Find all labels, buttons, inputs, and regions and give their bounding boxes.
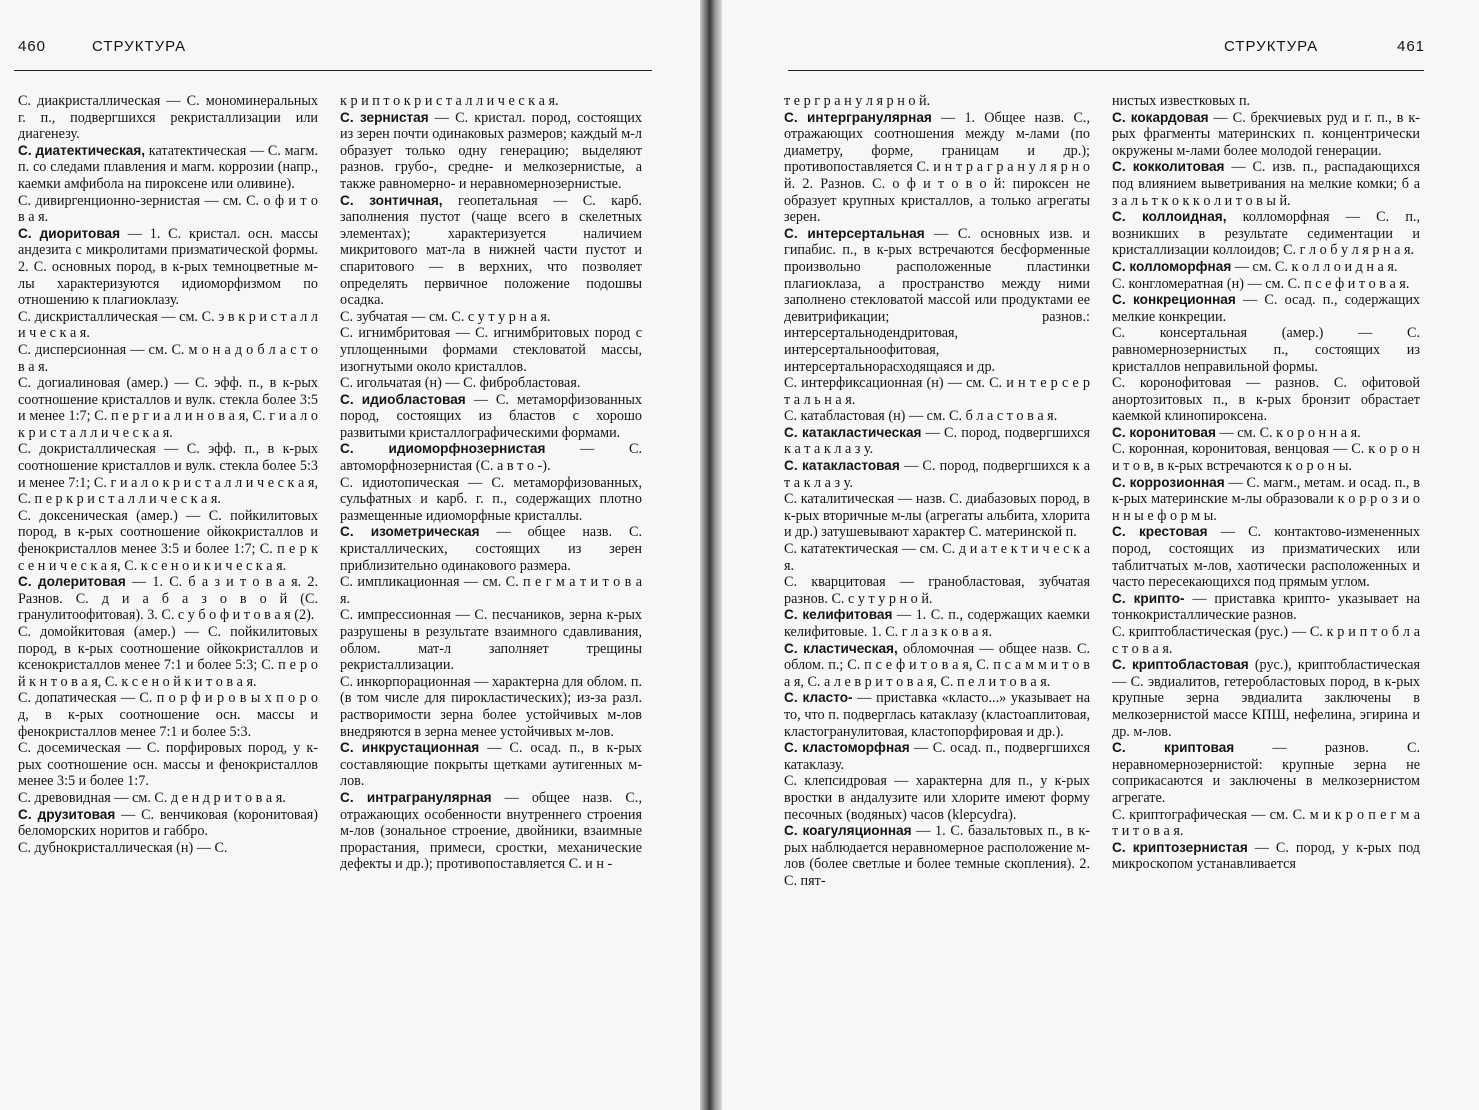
entry-definition: — С. брекчиевых руд и г. п., в к-рых фрагменты материнских п. концентрически окружены м-лами более молодой генерации. bbox=[1112, 109, 1420, 159]
entry-term: С. крипто- bbox=[1112, 590, 1185, 606]
entry-term: С. инкрустационная bbox=[340, 740, 480, 756]
dictionary-entry bbox=[1112, 159, 1420, 209]
left-page-number: 460 bbox=[18, 38, 47, 55]
left-running-title: СТРУКТУРА bbox=[92, 38, 187, 55]
entry-definition: С. доксеническая (амер.) — С. пойкилитовых пород, в к-рых соотношение ойкокристаллов и фенокристаллов менее 3:5 и более 1:7; С. п е р к с е н и ч е с к а я, С. к с е н о и к и ч е с к а я. bbox=[18, 507, 318, 574]
entry-term: С. интрагранулярная bbox=[340, 789, 492, 805]
entry-term: С. идиобластовая bbox=[340, 391, 466, 407]
entry-term: С. криптозернистая bbox=[1112, 839, 1248, 855]
entry-definition: С. игнимбритовая — С. игнимбритовых пород с уплощенными формами стекловатой массы, изогнутыми около кристаллов. bbox=[340, 325, 642, 375]
dictionary-entry bbox=[1112, 657, 1420, 740]
entry-definition: С. докристаллическая — С. эфф. п., в к-рых соотношение кристаллов и вулк. стекла более 5:3 и менее 7:1; С. г и а л о к р и с т а л л и ч е с к а я, С. п е р к р и с т а л л и ч е с к а я. bbox=[18, 441, 318, 508]
dictionary-entry bbox=[340, 574, 642, 607]
entry-term: С. коррозионная bbox=[1112, 474, 1225, 490]
dictionary-entry bbox=[1112, 740, 1420, 806]
dictionary-entry bbox=[18, 624, 318, 690]
entry-term: С. крестовая bbox=[1112, 524, 1208, 540]
dictionary-entry bbox=[18, 807, 318, 840]
entry-definition: С. диакристаллическая — С. мономинеральных г. п., подвергшихся рекристаллизации или диагенезу. bbox=[18, 93, 318, 143]
dictionary-entry bbox=[784, 641, 1090, 691]
dictionary-entry bbox=[18, 840, 318, 857]
entry-term: С. кокардовая bbox=[1112, 109, 1209, 125]
entry-term: С. катакластовая bbox=[784, 458, 900, 474]
dictionary-entry bbox=[1112, 475, 1420, 525]
dictionary-entry bbox=[784, 607, 1090, 640]
entry-definition: — приставка «класто...» указывает на то, что п. подверглась катаклазу (кластоаплитовая, кластогранулитовая, кластопорфировая и др.). bbox=[784, 690, 1090, 740]
entry-definition: — разнов. С. неравномернозернистой: крупные зерна не соприкасаются и заключены в мелкозернистом агрегате. bbox=[1112, 740, 1420, 806]
entry-definition: — С. осад. п., подвергшихся катаклазу. bbox=[784, 740, 1090, 773]
entry-definition: — С. пород, у к-рых под микроскопом устанавливается bbox=[1112, 839, 1420, 873]
dictionary-entry bbox=[340, 325, 642, 375]
dictionary-entry bbox=[18, 508, 318, 574]
entry-definition: С. зубчатая — см. С. с у т у р н а я. bbox=[340, 308, 551, 325]
entry-definition: С. дивиргенционно-зернистая — см. С. о ф и т о в а я. bbox=[18, 192, 318, 226]
entry-definition: — общее назв. С., отражающих особенности внутреннего строения м-лов (зональное строение, двойники, взаимные прорастания, примеси, сростки, механические дефекты и др.); противопоставляется С. и н - bbox=[340, 789, 642, 873]
entry-definition: С. досемическая — С. порфировых пород, у к-рых соотношение осн. массы и фенокристаллов менее 3:5 и более 1:7. bbox=[18, 740, 318, 790]
entry-definition: С. клепсидровая — характерна для п., у к-рых вростки в андалузите или хлорите имеют форму песочных (водяных) часов (klepcydra). bbox=[784, 773, 1090, 823]
dictionary-entry bbox=[784, 491, 1090, 541]
dictionary-entry bbox=[784, 226, 1090, 375]
right-header-rule bbox=[788, 70, 1424, 71]
entry-definition: (рус.), криптобластическая — С. эвдиалитов, гетеробластовых пород, в к-рых крупные зерна эвдиалита заключены в мелкозернистой массе КПШ, нефелина, эгирина и др. м-лов. bbox=[1112, 657, 1420, 740]
entry-term: С. друзитовая bbox=[18, 806, 116, 822]
entry-definition: — С. автоморфнозернистая (С. а в т о -). bbox=[340, 441, 642, 475]
entry-term: С. зернистая bbox=[340, 109, 429, 125]
entry-definition: С. импрессионная — С. песчаников, зерна к-рых разрушены в результате взаимного сдавливания, облом. мат-л заполняет трещины рекристаллизации. bbox=[340, 607, 642, 674]
dictionary-entry bbox=[1112, 840, 1420, 873]
entry-definition: т е р г р а н у л я р н о й. bbox=[784, 93, 931, 109]
entry-definition: — см. С. к о л л о и д н а я. bbox=[1231, 258, 1398, 275]
dictionary-entry bbox=[18, 441, 318, 507]
dictionary-entry bbox=[1112, 110, 1420, 160]
entry-definition: С. консертальная (амер.) — С. равномернозернистых п., состоящих из кристаллов неправильной формы. bbox=[1112, 325, 1420, 375]
dictionary-entry bbox=[18, 790, 318, 807]
dictionary-entry bbox=[340, 674, 642, 740]
entry-definition: С. кататектическая — см. С. д и а т е к т и ч е с к а я. bbox=[784, 541, 1090, 574]
left-column-1 bbox=[18, 93, 318, 1093]
dictionary-entry bbox=[784, 458, 1090, 491]
entry-definition: — 1. Общее назв. С., отражающих соотношения между м-лами (по диаметру, форме, границам и др.); противопоставляется С. и н т р а г р а н у л я р н о й. 2. Разнов. С. о ф и т о в о й: пироксен не образует крупных кристаллов, а только агрегаты зерен. bbox=[784, 109, 1090, 226]
dictionary-entry bbox=[340, 392, 642, 442]
entry-definition: — С. магм., метам. и осад. п., в к-рых материнские м-лы образовали к о р р о з и о н н ы е ф о р м ы. bbox=[1112, 474, 1420, 524]
dictionary-entry bbox=[18, 690, 318, 740]
entry-definition: С. дисперсионная — см. С. м о н а д о б л а с т о в а я. bbox=[18, 341, 318, 375]
right-running-title: СТРУКТУРА bbox=[1224, 38, 1319, 55]
dictionary-entry bbox=[784, 375, 1090, 408]
entry-definition: геопетальная — С. карб. заполнения пустот (чаще всего в скелетных элементах); характеризуется наличием микритового мат-ла в нижней части пустот и спаритового — в верхних, что позволяет определять первичное положение подошвы осадка. bbox=[340, 192, 642, 309]
dictionary-entry bbox=[340, 375, 642, 392]
dictionary-entry bbox=[18, 342, 318, 375]
dictionary-entry bbox=[1112, 259, 1420, 276]
dictionary-entry bbox=[340, 740, 642, 790]
entry-definition: — С. метаморфизованных пород, состоящих из бластов с хорошо развитыми кристаллографическими формами. bbox=[340, 391, 642, 441]
entry-definition: С. каталитическая — назв. С. диабазовых пород, в к-рых вторичные м-лы (агрегаты альбита, хлорита и др.) затушевывают характер С. материнской п. bbox=[784, 491, 1090, 541]
entry-definition: С. домойкитовая (амер.) — С. пойкилитовых пород, в к-рых соотношение ойкокристаллов и ксенокристаллов менее 7:1 и более 5:3; С. п е р о й к н т о в а я, С. к с е н о й к и т о в а я. bbox=[18, 624, 318, 690]
entry-term: С. коагуляционная bbox=[784, 823, 912, 839]
entry-definition: колломорфная — С. п., возникших в результате седиментации и кристаллизации коллоидов; С. г л о б у л я р н а я. bbox=[1112, 209, 1420, 259]
dictionary-entry bbox=[784, 541, 1090, 574]
entry-definition: С. коронная, коронитовая, венцовая — С. к о р о н и т о в, в к-рых встречаются к о р о н ы. bbox=[1112, 441, 1420, 475]
entry-definition: С. древовидная — см. С. д е н д р и т о в а я. bbox=[18, 789, 286, 806]
dictionary-entry bbox=[18, 309, 318, 342]
entry-term: С. зонтичная, bbox=[340, 192, 443, 208]
right-column-1 bbox=[784, 93, 1090, 1093]
entry-definition: — С. изв. п., распадающихся под влиянием выветривания на мелкие комки; б а з а л ь т к о к к о л и т о в ы й. bbox=[1112, 159, 1420, 209]
entry-definition: С. догиалиновая (амер.) — С. эфф. п., в к-рых соотношение кристаллов и вулк. стекла более 3:5 и менее 1:7; С. п е р г и а л и н о в а я, С. г и а л о к р и с т а л л и ч е с к а я. bbox=[18, 375, 318, 441]
left-header-rule bbox=[14, 70, 652, 71]
entry-definition: С. идиотопическая — С. метаморфизованных, сульфатных и карб. г. п., содержащих плотно размещенные идиоморфные кристаллы. bbox=[340, 474, 642, 524]
dictionary-entry bbox=[1112, 325, 1420, 375]
entry-definition: С. дискристаллическая — см. С. э в к р и с т а л л и ч е с к а я. bbox=[18, 308, 318, 342]
entry-definition: С. инкорпорационная — характерна для облом. п. (в том числе для пирокластических); из-за разл. растворимости зерна более устойчивых м-лов внедряются в зерна менее устойчивых м-лов. bbox=[340, 673, 642, 740]
dictionary-entry bbox=[18, 375, 318, 441]
entry-term: С. криптовая bbox=[1112, 740, 1235, 756]
entry-term: С. класто- bbox=[784, 690, 853, 706]
dictionary-entry bbox=[784, 110, 1090, 226]
dictionary-entry bbox=[784, 408, 1090, 425]
entry-definition: — С. венчиковая (коронитовая) беломорских норитов и габбро. bbox=[18, 806, 318, 840]
dictionary-entry bbox=[1112, 624, 1420, 657]
entry-definition: С. коронофитовая — разнов. С. офитовой анортозитовых п., в к-рых бронзит обрастает каемкой клинопироксена. bbox=[1112, 375, 1420, 425]
dictionary-entry bbox=[1112, 209, 1420, 259]
right-page bbox=[722, 0, 1479, 1110]
dictionary-entry bbox=[784, 690, 1090, 740]
right-column-2 bbox=[1112, 93, 1420, 1093]
entry-definition: — С. контактово-измененных пород, состоящих из призматических или таблитчатых м-лов, хаотически расположенных и часто пересекающихся под прямым углом. bbox=[1112, 524, 1420, 591]
dictionary-entry bbox=[1112, 591, 1420, 624]
dictionary-entry bbox=[340, 607, 642, 673]
entry-definition: — приставка крипто- указывает на тонкокристаллические разнов. bbox=[1112, 590, 1420, 624]
entry-term: С. кластоморфная bbox=[784, 740, 910, 756]
dictionary-entry bbox=[784, 773, 1090, 823]
entry-definition: — общее назв. С. кристаллических, состоящих из зерен приблизительно одинакового размера. bbox=[340, 524, 642, 574]
dictionary-entry bbox=[340, 524, 642, 574]
dictionary-entry bbox=[18, 143, 318, 193]
dictionary-entry bbox=[18, 193, 318, 226]
dictionary-entry bbox=[340, 93, 642, 110]
entry-definition: С. криптобластическая (рус.) — С. к р и п т о б л а с т о в а я. bbox=[1112, 624, 1420, 657]
entry-definition: — С. основных изв. и гипабис. п., в к-рых встречаются бесформенные произвольно расположенные пластинки плагиоклаза, а пространство между ними заполнено стекловатой массой или продуктами ее девитрификации; разнов.: интерсертальнодендритовая, интерсертальноофитовая, интерсертальнорасходящаяся и др. bbox=[784, 225, 1090, 375]
dictionary-entry bbox=[340, 441, 642, 474]
dictionary-entry bbox=[1112, 425, 1420, 442]
dictionary-entry bbox=[340, 475, 642, 525]
dictionary-entry bbox=[1112, 93, 1420, 110]
entry-definition: к р и п т о к р и с т а л л и ч е с к а я. bbox=[340, 93, 559, 109]
entry-definition: обломочная — общее назв. С. облом. п.; С. п с е ф и т о в а я, С. п с а м м и т о в а я, С. а л е в р и т о в а я, С. п е л и т о в а я. bbox=[784, 640, 1090, 690]
entry-definition: — С. кристал. пород, состоящих из зерен почти одинаковых размеров; каждый м-л образует только одну генерацию; выделяют разнов. грубо-, средне- и мелкозернистые, а также равномерно- и неравномернозернистые. bbox=[340, 109, 642, 192]
dictionary-entry bbox=[18, 226, 318, 309]
book-gutter bbox=[700, 0, 722, 1110]
entry-definition: С. конгломератная (н) — см. С. п с е ф и т о в а я. bbox=[1112, 275, 1410, 292]
dictionary-entry bbox=[784, 740, 1090, 773]
entry-definition: С. допатическая — С. п о р ф и р о в ы х п о р о д, в к-рых соотношение осн. массы и фенокристаллов менее 7:1 и более 5:3. bbox=[18, 690, 318, 740]
entry-term: С. колломорфная bbox=[1112, 258, 1232, 274]
entry-term: С. конкреционная bbox=[1112, 292, 1236, 308]
entry-definition: С. криптографическая — см. С. м и к р о п е г м а т и т о в а я. bbox=[1112, 806, 1420, 840]
entry-definition: — см. С. к о р о н н а я. bbox=[1215, 424, 1361, 441]
dictionary-entry bbox=[340, 193, 642, 309]
entry-definition: — 1. С. б а з и т о в а я. 2. Разнов. С. д и а б а з о в о й (С. гранулитоофитовая). 3. С. с у б о ф и т о в а я (2). bbox=[18, 574, 318, 624]
entry-definition: нистых известковых п. bbox=[1112, 93, 1251, 109]
entry-definition: С. катабластовая (н) — см. С. б л а с т о в а я. bbox=[784, 408, 1058, 425]
dictionary-entry bbox=[784, 425, 1090, 458]
entry-term: С. кластическая, bbox=[784, 640, 898, 656]
dictionary-entry bbox=[1112, 807, 1420, 840]
entry-term: С. криптобластовая bbox=[1112, 657, 1249, 673]
entry-term: С. коллоидная, bbox=[1112, 209, 1227, 225]
entry-definition: — 1. С. базальтовых п., в к-рых наблюдается неравномерное расположение м-лов (более светлые и более темные скопления). 2. С. пят- bbox=[784, 823, 1090, 889]
entry-definition: — 1. С. п., содержащих каемки келифитовые. 1. С. г л а з к о в а я. bbox=[784, 607, 1090, 640]
entry-definition: — 1. С. кристал. осн. массы андезита с микролитами призматической формы. 2. С. основных пород, в к-рых темноцветные м-лы характеризуются идиоморфизмом по отношению к плагиоклазу. bbox=[18, 225, 318, 309]
entry-definition: С. дубнокристаллическая (н) — С. bbox=[18, 839, 228, 856]
entry-term: С. катакластическая bbox=[784, 424, 922, 440]
entry-definition: кататектическая — С. магм. п. со следами плавления и магм. коррозии (напр., каемки амфибола на пироксене или оливине). bbox=[18, 142, 318, 192]
dictionary-entry bbox=[18, 574, 318, 624]
entry-definition: — С. осад. п., в к-рых составляющие покрыты щетками аутигенных м-лов. bbox=[340, 740, 642, 790]
left-column-2 bbox=[340, 93, 642, 1093]
entry-term: С. изометрическая bbox=[340, 524, 480, 540]
entry-definition: С. игольчатая (н) — С. фибробластовая. bbox=[340, 375, 581, 392]
dictionary-entry bbox=[340, 790, 642, 873]
right-page-number: 461 bbox=[1397, 38, 1426, 55]
entry-term: С. диатектическая, bbox=[18, 142, 146, 158]
dictionary-entry bbox=[18, 740, 318, 790]
entry-term: С. интергранулярная bbox=[784, 109, 932, 125]
dictionary-entry bbox=[1112, 524, 1420, 590]
entry-term: С. диоритовая bbox=[18, 225, 121, 241]
dictionary-entry bbox=[1112, 292, 1420, 325]
entry-term: С. келифитовая bbox=[784, 607, 893, 623]
entry-definition: С. импликационная — см. С. п е г м а т и т о в а я. bbox=[340, 574, 642, 607]
entry-definition: — С. осад. п., содержащих мелкие конкреции. bbox=[1112, 292, 1420, 325]
entry-definition: С. кварцитовая — гранобластовая, зубчатая разнов. С. с у т у р н о й. bbox=[784, 574, 1090, 607]
dictionary-entry bbox=[784, 823, 1090, 889]
entry-term: С. долеритовая bbox=[18, 574, 126, 590]
entry-term: С. коронитовая bbox=[1112, 424, 1216, 440]
dictionary-entry bbox=[340, 309, 642, 326]
left-page bbox=[0, 0, 700, 1110]
entry-definition: — С. пород, подвергшихся к а т а к л а з у. bbox=[784, 424, 1090, 458]
dictionary-entry bbox=[784, 93, 1090, 110]
dictionary-entry bbox=[340, 110, 642, 193]
entry-term: С. интерсертальная bbox=[784, 225, 925, 241]
dictionary-entry bbox=[1112, 441, 1420, 474]
dictionary-entry bbox=[1112, 276, 1420, 293]
dictionary-entry bbox=[784, 574, 1090, 607]
entry-definition: С. интерфиксационная (н) — см. С. и н т е р с е р т а л ь н а я. bbox=[784, 375, 1090, 408]
entry-definition: — С. пород, подвергшихся к а т а к л а з у. bbox=[784, 458, 1090, 491]
dictionary-entry bbox=[1112, 375, 1420, 425]
dictionary-entry bbox=[18, 93, 318, 143]
entry-term: С. кокколитовая bbox=[1112, 159, 1225, 175]
entry-term: С. идиоморфнозернистая bbox=[340, 441, 546, 457]
